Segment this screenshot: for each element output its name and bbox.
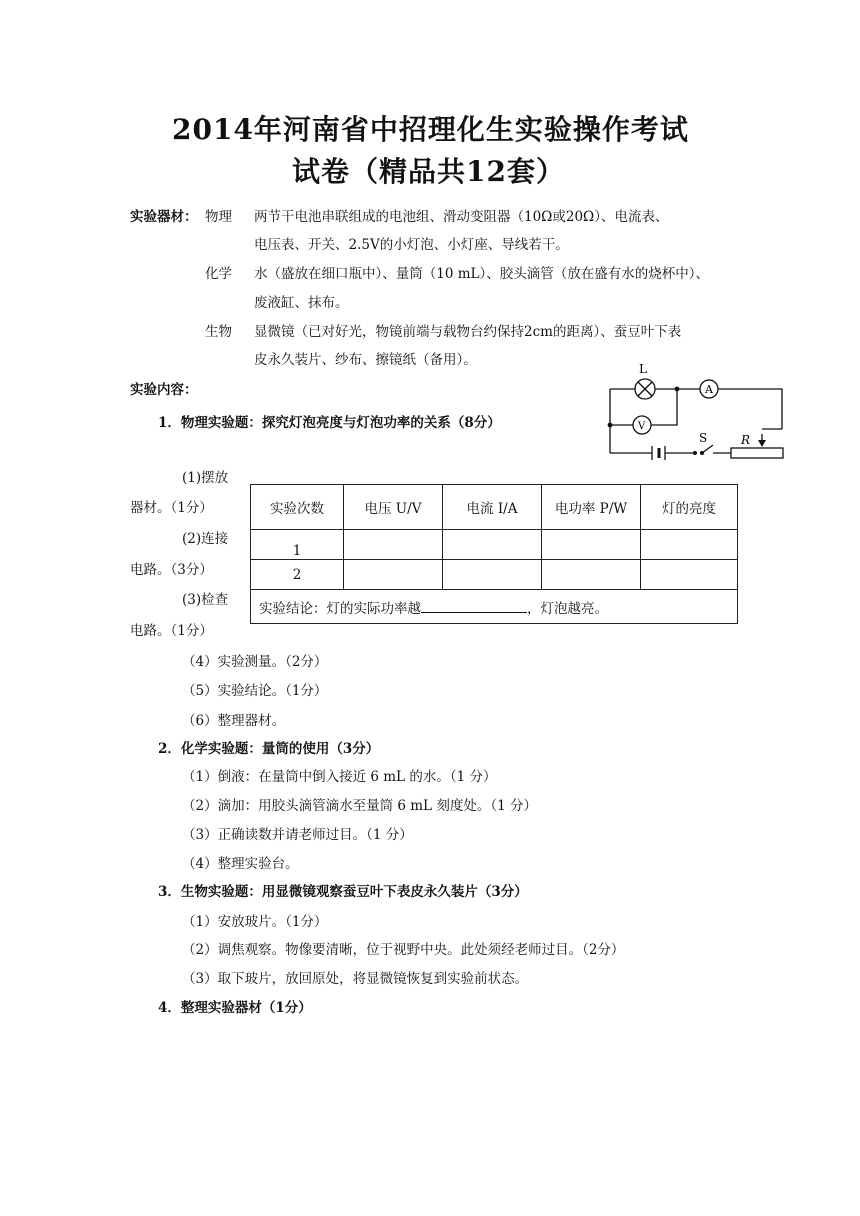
power-cell[interactable] — [542, 560, 641, 590]
table-row — [251, 560, 738, 590]
table-row — [251, 530, 738, 560]
header-current: 电流 I/A — [443, 485, 542, 530]
biology-label: 生物 — [205, 324, 232, 340]
document-title-line2: 试卷（精品共12套） — [292, 155, 565, 188]
brightness-cell[interactable] — [641, 530, 738, 560]
chemistry-step-3: （3）正确读数并请老师过目。（1 分） — [182, 827, 413, 843]
biology-equipment-line2: 皮永久装片、纱布、擦镜纸（备用）。 — [254, 352, 477, 368]
trial-number: 1 — [251, 530, 344, 560]
conclusion-row — [251, 590, 738, 624]
chemistry-equipment-line2: 废液缸、抹布。 — [254, 295, 349, 311]
conclusion-prefix: 实验结论：灯的实际功率越 — [259, 600, 421, 617]
rheostat-label: R — [741, 433, 751, 447]
physics-step-4: （4）实验测量。（2分） — [182, 654, 328, 670]
physics-equipment-line1: 两节干电池串联组成的电池组、滑动变阻器（10Ω或20Ω）、电流表、 — [254, 209, 669, 225]
chemistry-step-1: （1）倒液：在量筒中倒入接近 6 mL 的水。（1 分） — [182, 769, 497, 785]
physics-step-1b: 器材。（1分） — [130, 500, 213, 516]
header-power: 电功率 P/W — [542, 485, 641, 530]
chemistry-question-title: 2．化学实验题：量筒的使用（3分） — [158, 741, 380, 757]
physics-question-title: 1．物理实验题：探究灯泡亮度与灯泡功率的关系（8分） — [158, 415, 501, 431]
chemistry-label: 化学 — [205, 266, 232, 282]
physics-step-3b: 电路。（1分） — [130, 623, 213, 639]
measurement-table — [250, 484, 738, 624]
voltage-cell[interactable] — [344, 560, 443, 590]
header-trial: 实验次数 — [251, 485, 344, 530]
voltage-cell[interactable] — [344, 530, 443, 560]
biology-step-2: （2）调焦观察。物像要清晰，位于视野中央。此处须经老师过目。（2分） — [182, 942, 625, 958]
biology-equipment-line1: 显微镜（已对好光，物镜前端与载物台约保持2cm的距离）、蚕豆叶下表 — [254, 324, 682, 340]
conclusion-cell — [251, 590, 738, 624]
circuit-diagram — [605, 362, 787, 466]
header-brightness: 灯的亮度 — [641, 485, 738, 530]
header-voltage: 电压 U/V — [344, 485, 443, 530]
content-label: 实验内容： — [130, 382, 198, 398]
document-title-line1: 2014年河南省中招理化生实验操作考试 — [172, 113, 689, 146]
chemistry-equipment-line1: 水（盛放在细口瓶中）、量筒（10 mL）、胶头滴管（放在盛有水的烧杯中）、 — [254, 266, 709, 282]
chemistry-step-2: （2）滴加：用胶头滴管滴水至量筒 6 mL 刻度处。（1 分） — [182, 798, 537, 814]
physics-step-1a: (1)摆放 — [182, 470, 229, 486]
current-cell[interactable] — [443, 530, 542, 560]
physics-step-5: （5）实验结论。（1分） — [182, 683, 328, 699]
equipment-label: 实验器材： — [130, 209, 198, 225]
physics-step-3a: (3)检查 — [182, 592, 229, 608]
power-cell[interactable] — [542, 530, 641, 560]
lamp-label: L — [639, 362, 647, 376]
voltmeter-label: V — [638, 421, 646, 432]
cleanup-question-title: 4．整理实验器材（1分） — [158, 1000, 312, 1016]
conclusion-blank[interactable] — [421, 598, 527, 613]
physics-step-6: （6）整理器材。 — [182, 713, 286, 729]
chemistry-step-4: （4）整理实验台。 — [182, 856, 299, 872]
table-header-row — [251, 485, 738, 530]
physics-step-2b: 电路。（3分） — [130, 562, 213, 578]
rheostat-icon — [731, 448, 783, 458]
current-cell[interactable] — [443, 560, 542, 590]
biology-question-title: 3．生物实验题：用显微镜观察蚕豆叶下表皮永久装片（3分） — [158, 884, 528, 900]
physics-equipment-line2: 电压表、开关、2.5V的小灯泡、小灯座、导线若干。 — [254, 237, 569, 253]
brightness-cell[interactable] — [641, 560, 738, 590]
trial-number: 2 — [251, 560, 344, 590]
switch-label: S — [699, 431, 708, 445]
conclusion-suffix: ，灯泡越亮。 — [527, 600, 608, 617]
biology-step-3: （3）取下玻片，放回原处，将显微镜恢复到实验前状态。 — [182, 971, 529, 987]
physics-label: 物理 — [205, 209, 232, 225]
ammeter-label: A — [705, 383, 713, 396]
physics-step-2a: (2)连接 — [182, 531, 229, 547]
biology-step-1: （1）安放玻片。（1分） — [182, 914, 328, 930]
